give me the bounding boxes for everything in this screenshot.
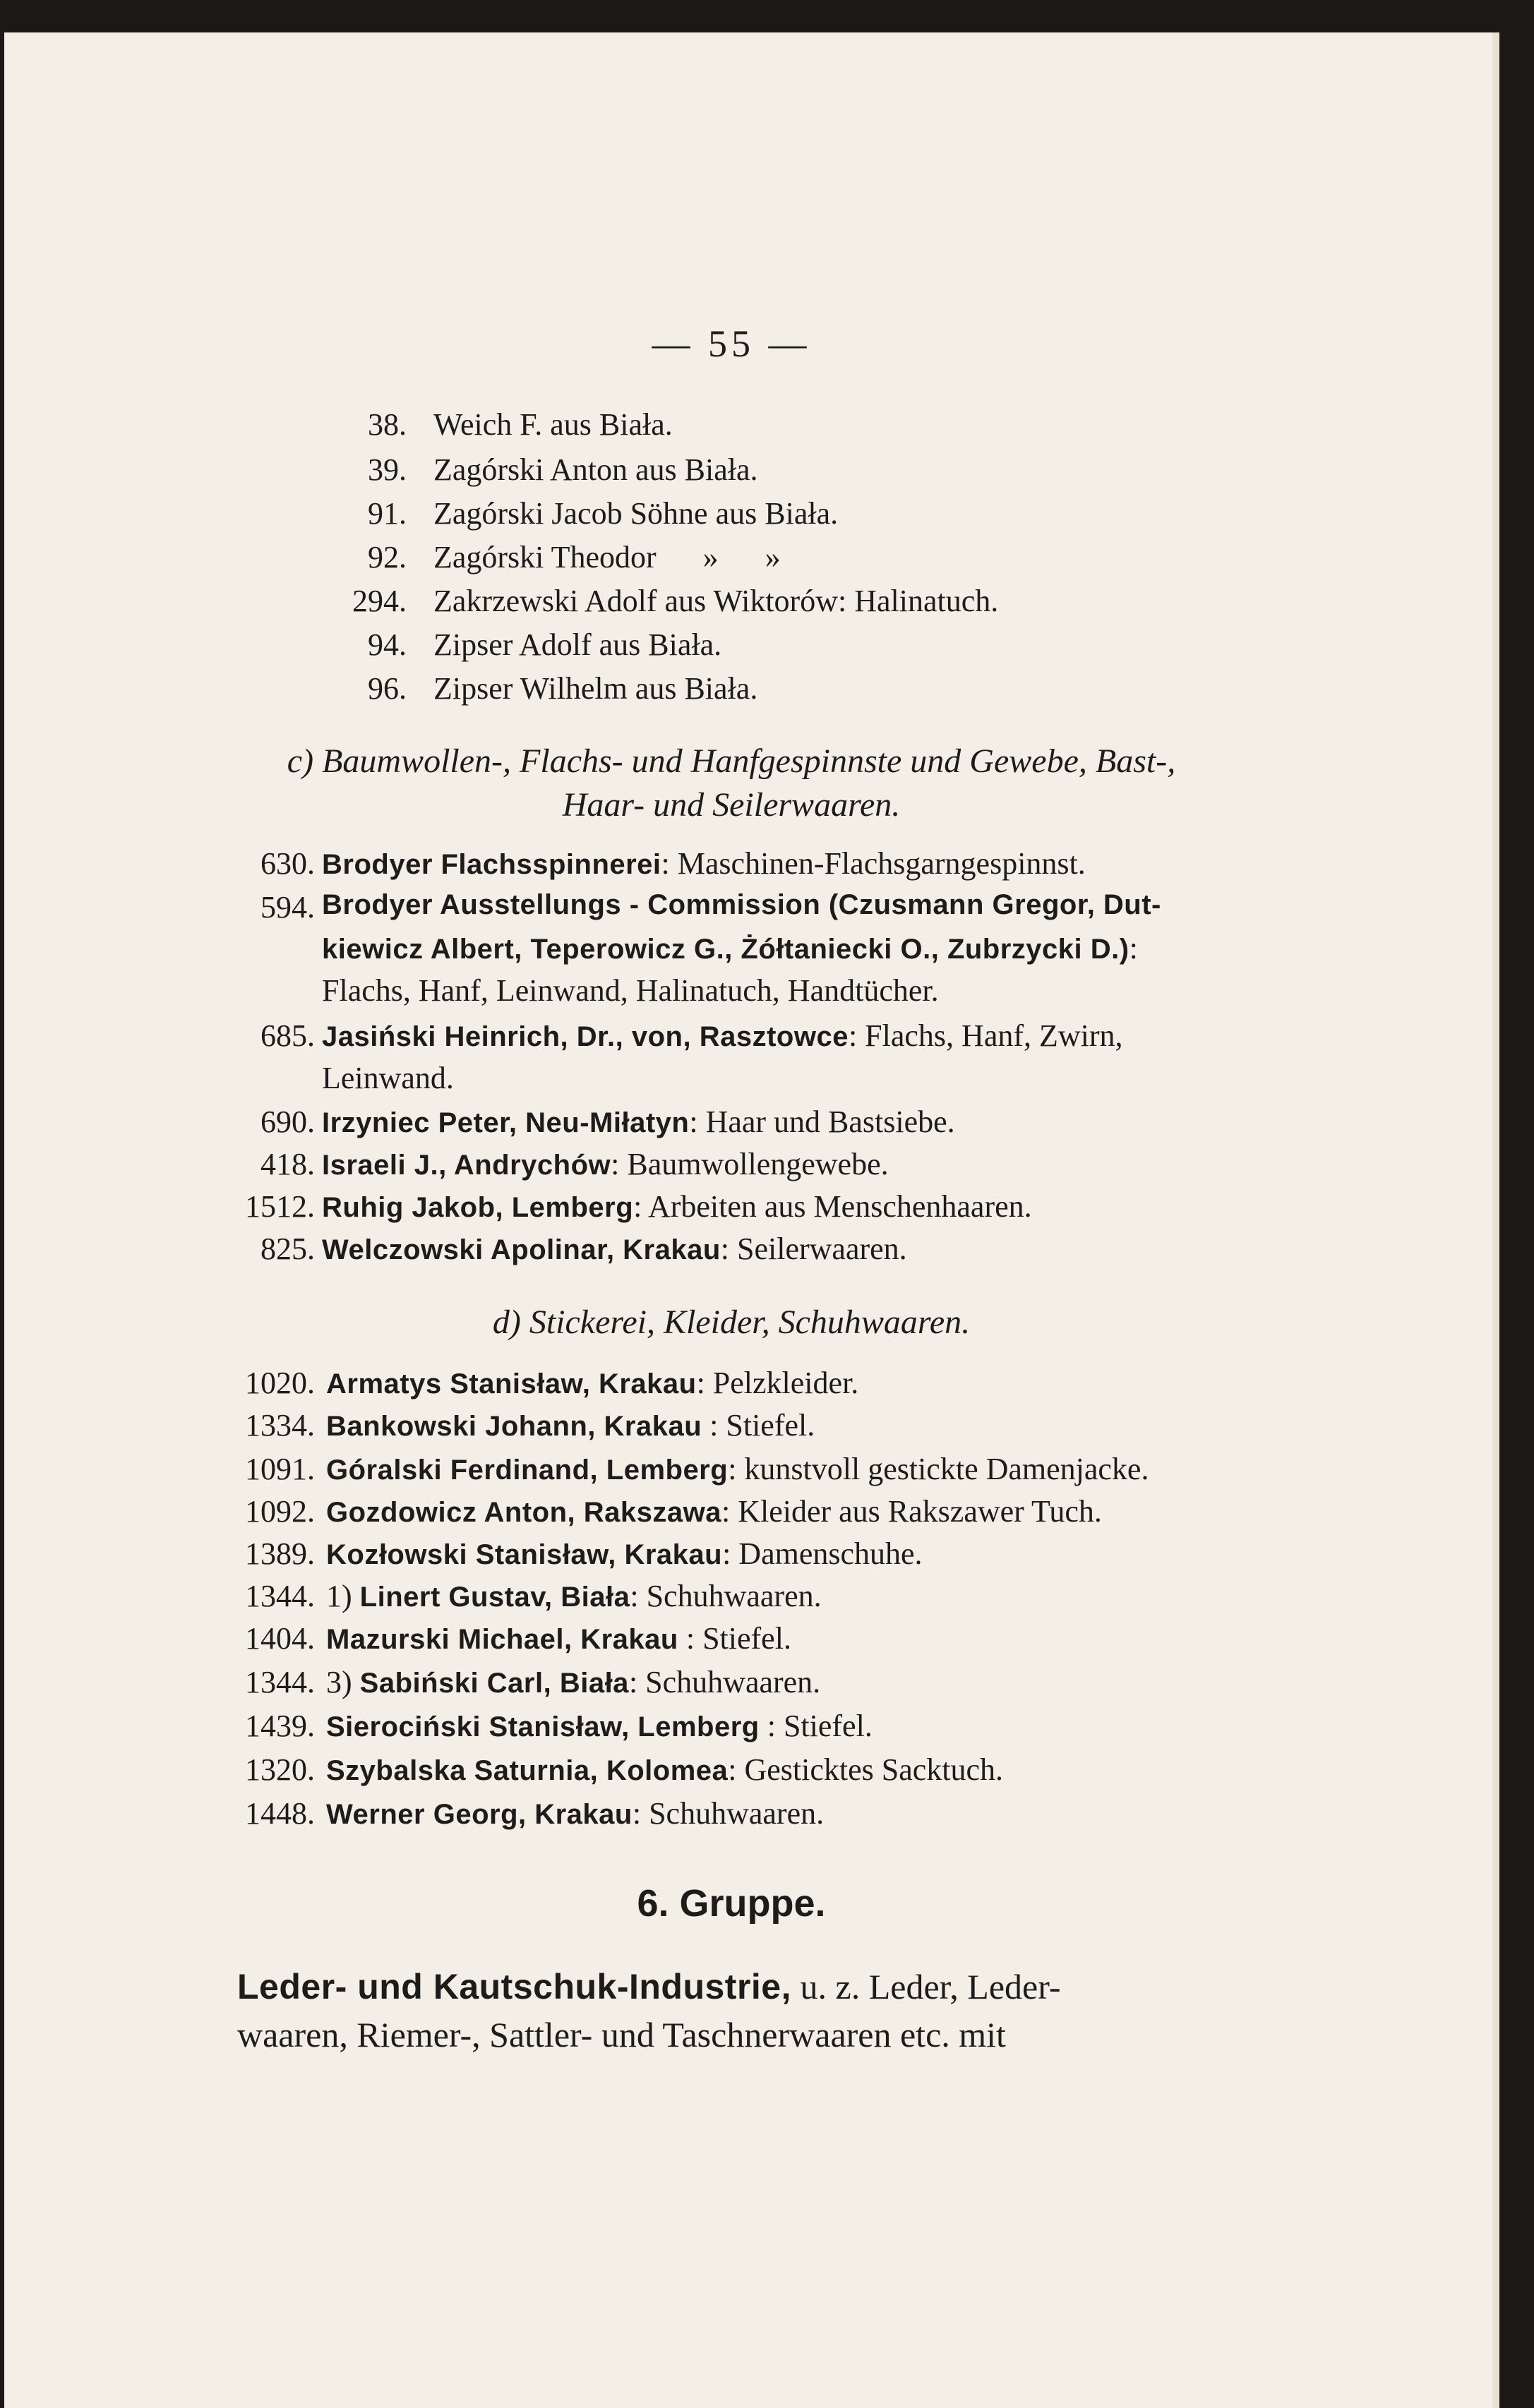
section-c-heading-cont: Haar- und Seilerwaaren.: [562, 786, 901, 824]
list-item-cont: Flachs, Hanf, Leinwand, Halinatuch, Handtücher.: [322, 973, 939, 1008]
group-title: 6. Gruppe.: [637, 1882, 826, 1925]
section-c-heading: c) Baumwollen-, Flachs- und Hanfgespinnste und Gewebe, Bast-,: [287, 742, 1176, 780]
section-d-heading: d) Stickerei, Kleider, Schuhwaaren.: [492, 1304, 971, 1341]
list-item-cont: Leinwand.: [322, 1061, 454, 1095]
page-number: — 55 —: [652, 323, 811, 365]
list-item-cont: kiewicz Albert, Teperowicz G., Żółtaniecki O., Zubrzycki D.):: [322, 931, 1138, 965]
book-page: — 55 — 38. Weich F. aus Biała. 39. Zagórski Anton aus Biała. 91. Zagórski Jacob Söhne aus Biała. 92. Zagórski Theodor » » 294. Zakrzewski Adolf aus Wiktorów: Halinatuch. 94. Zipser Adolf aus Biała. 96. Zipser Wilhelm aus Biała. c) Baumwollen-, Flachs- und Hanfgespinnste und Gewebe, Bast-, Haar- und Seilerwaaren. 630. Brodyer Flachsspinnerei: Maschinen-Flachsgarngespinnst. 594. Brodyer Ausstellungs - Commission (Czusmann Gregor, Dut- kiewicz Albert, Teperowicz G., Żółtaniecki O., Zubrzycki D.): Flachs, Hanf, Leinwand, Halinatuch, Handtücher. 685. Jasiński Heinrich, Dr., von, Rasztowce: Flachs, Hanf, Zwirn, Leinwand. 690. Irzyniec Peter, Neu-Miłatyn: Haar und Bastsiebe. 418. Israeli J., Andrychów: Baumwollengewebe. 1512. Ruhig Jakob, Lemberg: Arbeiten aus Menschenhaaren. 825. Welczowski Apolinar, Krakau: Seilerwaaren. d) Stickerei, Kleider, Schuhwaaren. 1020. Armatys Stanisław, Krakau: Pelzkleider. 1334. Bankowski Johann, Krakau : Stiefel. 1091. Góralski Ferdinand, Lemberg: kunstvoll gestickte Damenjacke. 1092. Gozdowicz Anton, Rakszawa: Kleider aus Rakszawer Tuch. 1389. Kozłowski Stanisław, Krakau: Damenschuhe. 1344. 1) Linert Gustav, Biała: Schuhwaaren. 1404. Mazurski Michael, Krakau : Stiefel. 1344. 3) Sabiński Carl, Biała: Schuhwaaren. 1439. Sierociński Stanisław, Lemberg : Stiefel. 1320. Szybalska Saturnia, Kolomea: Gesticktes Sacktuch. 1448. Werner Georg, Krakau: Schuhwaaren. 6. Gruppe. Leder- und Kautschuk-Industrie, u. z. Leder, Leder- waaren, Riemer-, Sattler- und Taschnerwaaren etc. mit: [4, 32, 1499, 2408]
